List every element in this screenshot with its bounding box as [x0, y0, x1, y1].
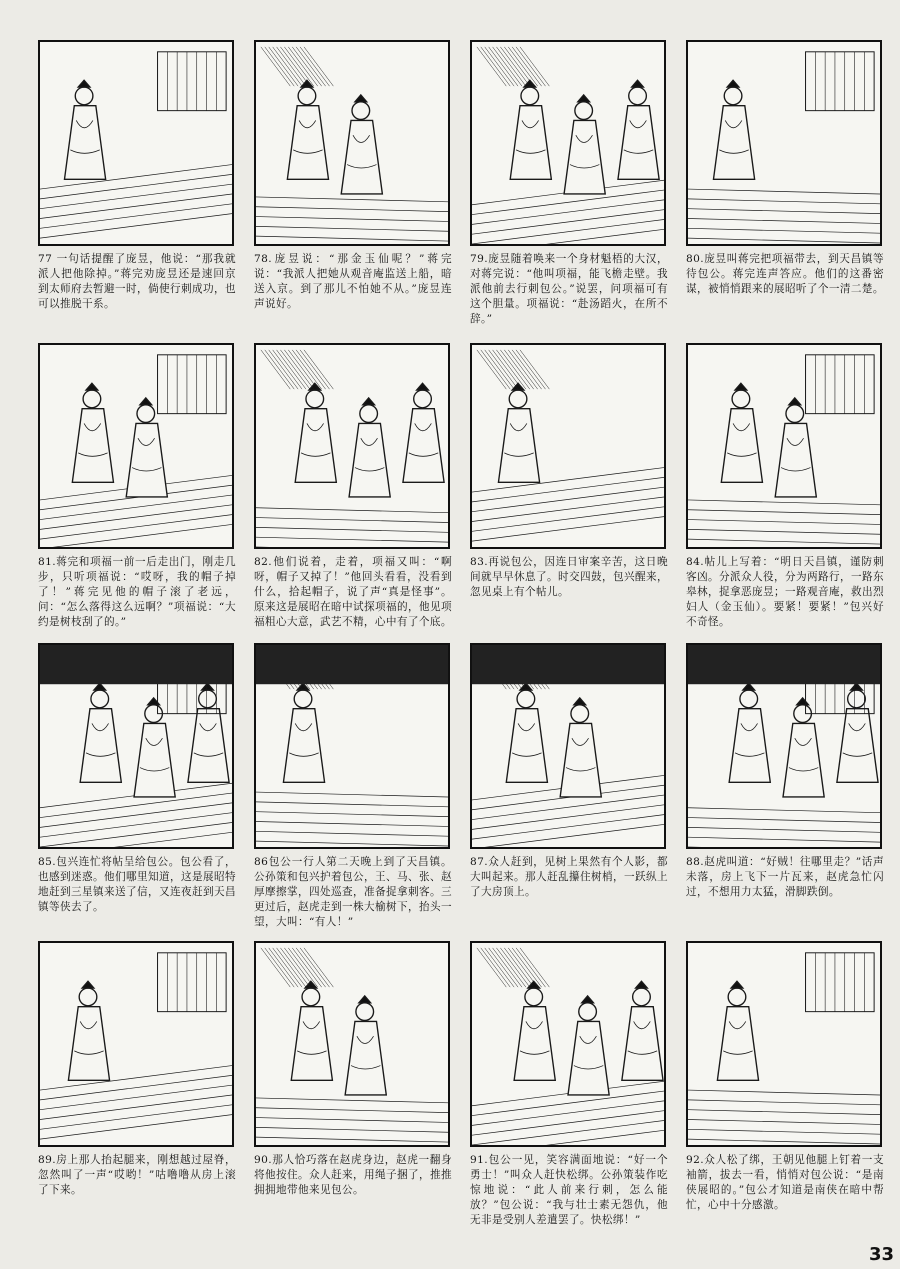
comic-panel: [466, 639, 670, 937]
ink-drawing: [472, 645, 664, 847]
panel-caption: 83.再说包公，因连日审案辛苦，这日晚间就早早休息了。时交四鼓，包兴醒来，忽见桌上有个帖儿。: [470, 556, 668, 598]
ink-drawing: [40, 943, 232, 1145]
panel-caption: 77 一句话提醒了庞昱，他说：“那我就派人把他除掉。”蒋完劝庞昱还是速回京到太师府去暂避一时，倘使行刺成功，也可以推脱干系。: [38, 253, 236, 310]
comic-panel: [466, 36, 670, 339]
ink-drawing: [40, 42, 232, 244]
ink-drawing: [688, 943, 880, 1145]
comic-panel: [34, 339, 238, 639]
panel-illustration: [686, 40, 882, 246]
panel-caption: 85.包兴连忙将帖呈给包公。包公看了，也感到迷惑。他们哪里知道，这是展昭特地赶到三星镇来送了信，又连夜赶到天昌镇等侠去了。: [38, 856, 236, 913]
panel-caption: 88.赵虎叫道：“好贼！往哪里走？”话声未落，房上飞下一片瓦来，赵虎急忙闪过，不想用力太猛，滑脚跌倒。: [686, 856, 884, 898]
ink-drawing: [472, 943, 664, 1145]
comic-panel: [682, 36, 886, 339]
ink-drawing: [256, 943, 448, 1145]
ink-drawing: [472, 345, 664, 547]
ink-drawing: [688, 42, 880, 244]
comic-panel: [466, 937, 670, 1239]
panel-caption: 87.众人赶到，见树上果然有个人影，都大叫起来。那人赶乱攥住树梢，一跃纵上了大房顶上。: [470, 856, 668, 898]
panel-caption: 86包公一行人第二天晚上到了天昌镇。公孙策和包兴护着包公，王、马、张、赵厚摩擦掌，四处巡查，准备捉拿刺客。三更过后，赵虎走到一株大榆树下，抬头一望，大叫：“有人！”: [254, 856, 452, 928]
panel-illustration: [38, 343, 234, 549]
comic-panel: [250, 937, 454, 1239]
panel-grid: [34, 36, 886, 1239]
comic-panel: [34, 36, 238, 339]
panel-illustration: [254, 941, 450, 1147]
panel-illustration: [686, 643, 882, 849]
panel-illustration: [38, 40, 234, 246]
panel-caption: 80.庞昱叫蒋完把项福带去，到天昌镇等待包公。蒋完连声答应。他们的这番密谋，被悄悄跟来的展昭听了个一清二楚。: [686, 253, 884, 295]
comic-panel: [250, 339, 454, 639]
panel-caption: 91.包公一见，笑容满面地说：“好一个勇士！”叫众人赶快松绑。公孙策装作吃惊地说：“此人前来行刺，怎么能放？”包公说：“我与壮士素无怨仇，他无非是受别人差遣罢了。快松绑！”: [470, 1154, 668, 1226]
comic-panel: [682, 339, 886, 639]
panel-illustration: [254, 40, 450, 246]
panel-caption: 79.庞昱随着唤来一个身材魁梧的大汉，对蒋完说：“他叫项福，能飞檐走壁。我派他前去行刺包公。”说罢，问项福可有这个胆量。项福说：“赴汤蹈火，在所不辞。”: [470, 253, 668, 325]
panel-illustration: [254, 643, 450, 849]
panel-caption: 89.房上那人抬起腿来，刚想越过屋脊，忽然叫了一声“哎哟！”咕噜噜从房上滚了下来。: [38, 1154, 236, 1196]
panel-caption: 81.蒋完和项福一前一后走出门，刚走几步，只听项福说：“哎呀，我的帽子掉了！”蒋完见他的帽子滚了老远，问：“怎么落得这么远啊？”项福说：“大约是树枝刮了的。”: [38, 556, 236, 628]
page-number: 33: [868, 1244, 894, 1265]
ink-drawing: [256, 42, 448, 244]
comic-panel: [34, 937, 238, 1239]
panel-caption: 84.帖儿上写着：“明日天昌镇，谨防刺客凶。分派众人役，分为两路行，一路东皋林，捉拿恶庞昱；一路观音庵，救出烈妇人（金玉仙）。要紧！要紧！”包兴好不奇怪。: [686, 556, 884, 628]
comic-panel: [34, 639, 238, 937]
panel-illustration: [470, 643, 666, 849]
panel-caption: 92.众人松了绑，王朝见他腿上钉着一支袖箭，拔去一看，悄悄对包公说：“是南侠展昭的。”包公才知道是南侠在暗中帮忙，心中十分感激。: [686, 1154, 884, 1211]
ink-drawing: [256, 345, 448, 547]
panel-caption: 82.他们说着，走着，项福又叫：“啊呀，帽子又掉了！”他回头看看，没看到什么，拾起帽子，说了声“真是怪事”。原来这是展昭在暗中试探项福的，他见项福粗心大意，武艺不精，心中有了个底。: [254, 556, 452, 628]
comic-panel: [250, 36, 454, 339]
panel-caption: 78.庞昱说：“那金玉仙呢？”蒋完说：“我派人把她从观音庵监送上船，暗送入京。到了那儿不怕她不从。”庞昱连声说好。: [254, 253, 452, 310]
panel-illustration: [686, 343, 882, 549]
ink-drawing: [472, 42, 664, 244]
ink-drawing: [256, 645, 448, 847]
ink-drawing: [40, 345, 232, 547]
panel-illustration: [38, 643, 234, 849]
ink-drawing: [688, 645, 880, 847]
comic-panel: [250, 639, 454, 937]
panel-illustration: [686, 941, 882, 1147]
ink-drawing: [688, 345, 880, 547]
panel-illustration: [254, 343, 450, 549]
comic-panel: [466, 339, 670, 639]
panel-illustration: [38, 941, 234, 1147]
ink-drawing: [40, 645, 232, 847]
panel-caption: 90.那人恰巧落在赵虎身边，赵虎一翻身将他按住。众人赶来，用绳子捆了，推推拥拥地带他来见包公。: [254, 1154, 452, 1196]
panel-illustration: [470, 941, 666, 1147]
comic-panel: [682, 937, 886, 1239]
panel-illustration: [470, 40, 666, 246]
panel-illustration: [470, 343, 666, 549]
comic-panel: [682, 639, 886, 937]
